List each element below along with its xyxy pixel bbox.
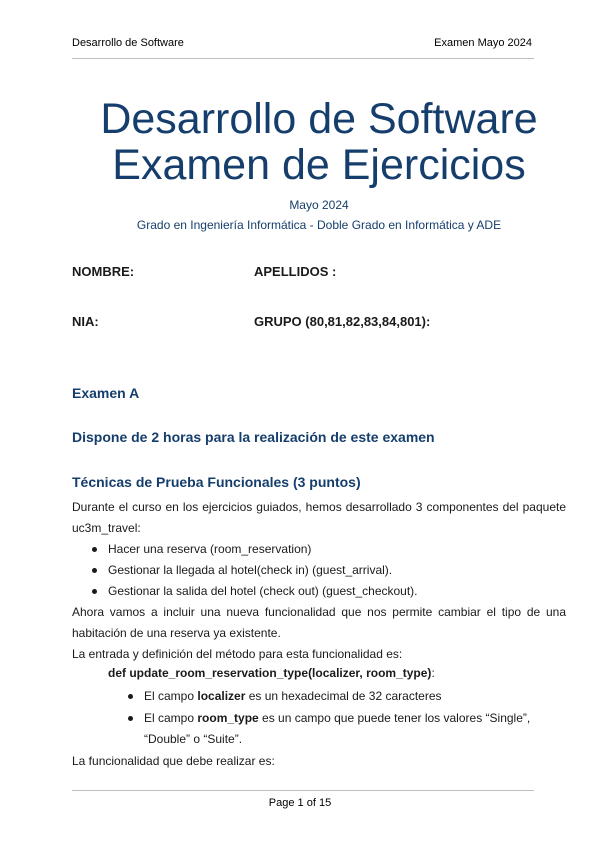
page-number: Page 1 of 15 (268, 797, 332, 809)
bullet (92, 547, 97, 552)
subtitle-degree: Grado en Ingeniería Informática - Doble Grado en Informática y ADE (136, 218, 502, 232)
section-title: Técnicas de Prueba Funcionales (3 puntos) (72, 474, 361, 490)
closing-line: La funcionalidad que debe realizar es: (72, 754, 275, 768)
list-item: Gestionar la salida del hotel (check out) (guest_checkout). (108, 584, 418, 598)
bullet (92, 568, 97, 573)
field-nia: NIA: (72, 314, 99, 329)
param-post: es un hexadecimal de 32 caracteres (245, 689, 442, 703)
param-localizer (144, 686, 442, 707)
para2-line-2: habitación de una reserva ya existente. (72, 626, 281, 640)
intro-line-2: uc3m_travel: (72, 521, 141, 535)
bullet (128, 716, 133, 721)
header-left: Desarrollo de Software (72, 37, 184, 49)
list-item: Gestionar la llegada al hotel(check in) (guest_arrival). (108, 563, 393, 577)
bullet (92, 589, 97, 594)
param-room-type (144, 708, 530, 729)
param-name: localizer (197, 689, 246, 703)
list-item: Hacer una reserva (room_reservation) (108, 542, 312, 556)
subtitle-date: Mayo 2024 (289, 198, 349, 212)
bullet (128, 694, 133, 699)
para2-line-1: Ahora vamos a incluir una nueva funcionalidad que nos permite cambiar el tipo de una (72, 605, 566, 619)
method-signature (108, 666, 435, 680)
title-line-1: Desarrollo de Software (100, 95, 538, 143)
param-post: es un campo que puede tener los valores “Single”, (258, 711, 531, 725)
exam-duration: Dispone de 2 horas para la realización de este examen (72, 429, 435, 445)
exam-version: Examen A (72, 385, 140, 401)
field-nombre: NOMBRE: (72, 264, 135, 279)
intro-line-1: Durante el curso en los ejercicios guiados, hemos desarrollado 3 componentes del paquete (72, 500, 566, 514)
method-signature-text: def update_room_reservation_type(localizer, room_type) (108, 666, 432, 680)
header-rule (72, 58, 534, 59)
method-signature-end: : (431, 666, 435, 680)
field-apellidos: APELLIDOS : (254, 264, 337, 279)
header-right: Examen Mayo 2024 (434, 37, 532, 49)
param-name: room_type (197, 711, 259, 725)
para3: La entrada y definición del método para esta funcionalidad es: (72, 647, 403, 661)
title-line-2: Examen de Ejercicios (112, 141, 526, 189)
field-grupo: GRUPO (80,81,82,83,84,801): (254, 314, 431, 329)
param-pre: El campo (144, 711, 198, 725)
footer-rule (72, 790, 534, 791)
param-pre: El campo (144, 689, 198, 703)
param-room-type-cont: “Double” o “Suite”. (144, 732, 243, 746)
